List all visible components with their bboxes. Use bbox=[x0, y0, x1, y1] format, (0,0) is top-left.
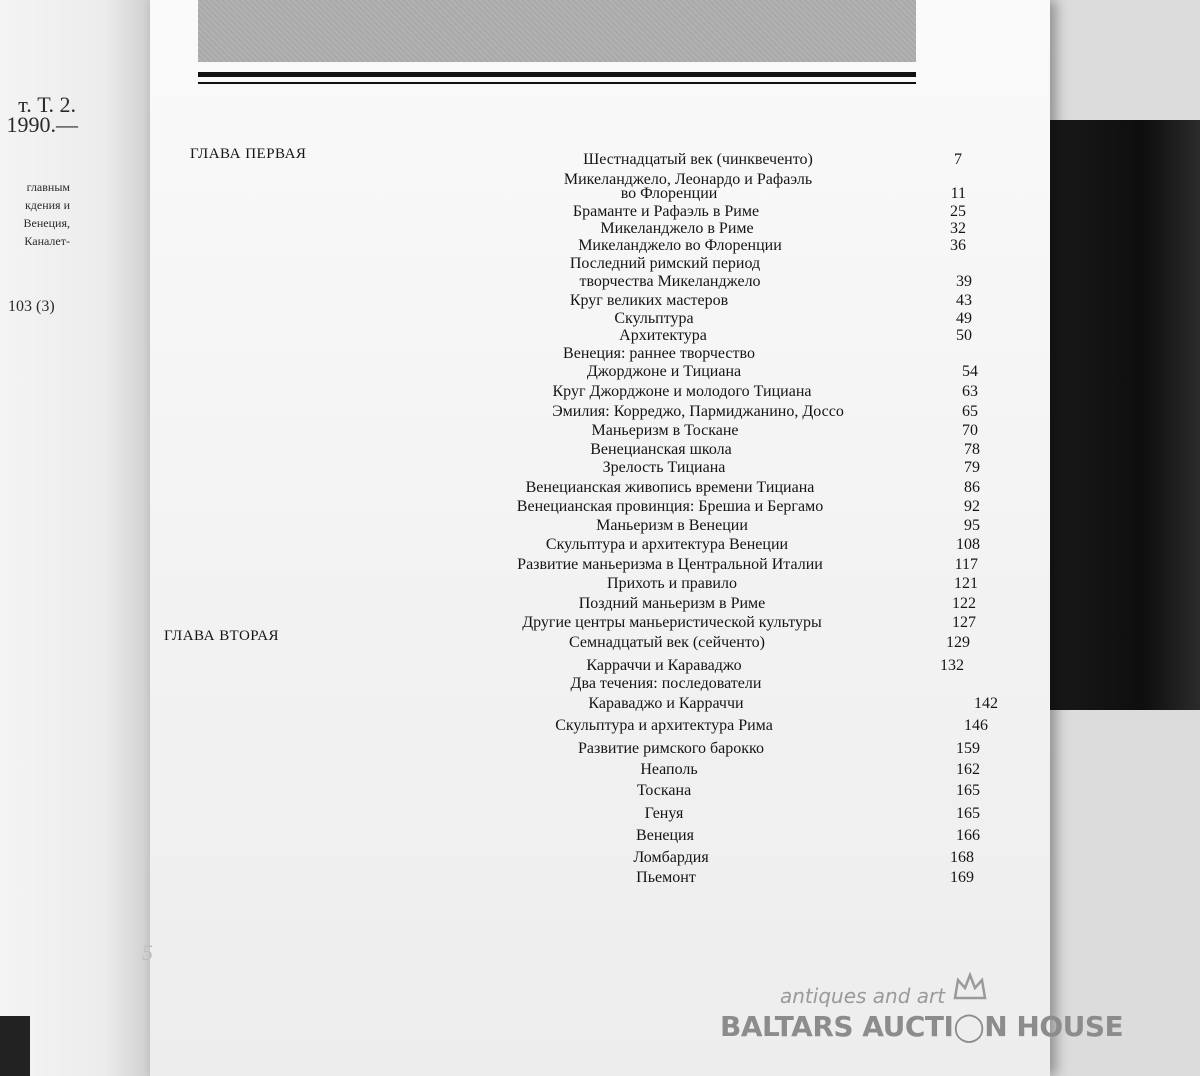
toc-entry-title: Браманте и Рафаэль в Риме bbox=[572, 203, 760, 220]
toc-entry-title: Неаполь bbox=[640, 761, 698, 778]
toc-entry-page: 166 bbox=[956, 827, 980, 844]
chapter-label-second: ГЛАВА ВТОРАЯ bbox=[164, 628, 280, 644]
toc-entry bbox=[150, 674, 1050, 694]
toc-entry-page: 79 bbox=[964, 459, 980, 476]
toc-entry-page: 7 bbox=[954, 151, 962, 168]
toc-entry-page: 50 bbox=[956, 327, 972, 344]
toc-entry-page: 159 bbox=[956, 740, 980, 757]
toc-entry-title: Зрелость Тициана bbox=[602, 459, 726, 476]
toc-entry bbox=[150, 478, 1050, 498]
toc-entry-title: Архитектура bbox=[619, 327, 707, 344]
watermark bbox=[720, 984, 1124, 1044]
toc-entry-page: 142 bbox=[974, 695, 998, 712]
toc-entry bbox=[150, 150, 1050, 170]
toc-entry bbox=[150, 760, 1050, 780]
toc-entry bbox=[150, 497, 1050, 517]
toc-entry-title: Микеланджело, Леонардо и Рафаэль bbox=[563, 171, 813, 188]
left-page-snippet: кдения и bbox=[24, 198, 70, 212]
toc-entry-title: Круг великих мастеров bbox=[569, 292, 729, 309]
toc-entry-page: 169 bbox=[950, 869, 974, 886]
toc-entry bbox=[150, 633, 1050, 653]
toc-entry-title: Другие центры маньеристической культуры bbox=[522, 614, 822, 631]
toc-entry-page: 78 bbox=[964, 441, 980, 458]
toc-entry-title: Венеция bbox=[636, 827, 694, 844]
crown-icon bbox=[952, 972, 988, 1002]
toc-entry-page: 108 bbox=[956, 536, 980, 553]
toc-entry-title: во Флоренции bbox=[620, 185, 718, 202]
toc-entry-page: 70 bbox=[962, 422, 978, 439]
toc-entry-title: Круг Джорджоне и молодого Тициана bbox=[552, 383, 812, 400]
toc-entry bbox=[150, 402, 1050, 422]
left-page-snippet: главным bbox=[26, 180, 70, 194]
toc-entry bbox=[150, 804, 1050, 824]
toc-entry-page: 54 bbox=[962, 363, 978, 380]
toc-entry-page: 11 bbox=[950, 185, 966, 202]
watermark-name: BALTARS AUCTI◯N HOUSE bbox=[720, 1010, 1124, 1043]
toc-page bbox=[142, 0, 1050, 1076]
toc-entry bbox=[150, 848, 1050, 868]
toc-entry-page: 117 bbox=[954, 556, 978, 573]
chapter-label-first: ГЛАВА ПЕРВАЯ bbox=[190, 146, 307, 162]
toc-entry-title: Два течения: последователи bbox=[570, 675, 762, 692]
toc-entry bbox=[150, 516, 1050, 536]
toc-entry-page: 165 bbox=[956, 782, 980, 799]
page-number: 5 bbox=[142, 940, 153, 965]
toc-entry bbox=[150, 716, 1050, 736]
toc-entry-title: Пьемонт bbox=[636, 869, 696, 886]
toc-entry-page: 39 bbox=[956, 273, 972, 290]
toc-entry-page: 86 bbox=[964, 479, 980, 496]
toc-entry bbox=[150, 362, 1050, 382]
toc-entry bbox=[150, 739, 1050, 759]
toc-entry-page: 122 bbox=[952, 595, 976, 612]
toc-entry-page: 129 bbox=[946, 634, 970, 651]
toc-entry bbox=[150, 613, 1050, 633]
toc-entry-page: 127 bbox=[952, 614, 976, 631]
toc-entry-page: 146 bbox=[964, 717, 988, 734]
toc-entry bbox=[150, 656, 1050, 676]
toc-entry-title: Венецианская провинция: Брешиа и Бергамо bbox=[516, 498, 824, 515]
toc-entry-page: 121 bbox=[954, 575, 978, 592]
toc-entry-title: Развитие римского барокко bbox=[578, 740, 764, 757]
toc-entry bbox=[150, 236, 1050, 256]
toc-entry bbox=[150, 826, 1050, 846]
left-page-number: 103 (3) bbox=[8, 298, 55, 315]
toc-entry-title: Последний римский период bbox=[569, 255, 761, 272]
left-page-line-2: 1990.— bbox=[6, 112, 78, 137]
toc-entry-title: творчества Микеланджело bbox=[579, 273, 761, 290]
left-page-snippet: Венеция, bbox=[23, 216, 70, 230]
toc-entry-title: Прихоть и правило bbox=[607, 575, 737, 592]
toc-entry-title: Шестнадцатый век (чинквеченто) bbox=[583, 151, 813, 168]
table-corner bbox=[0, 1016, 30, 1076]
toc-entry-title: Тоскана bbox=[636, 782, 692, 799]
toc-entry-page: 168 bbox=[950, 849, 974, 866]
toc-entry-page: 49 bbox=[956, 310, 972, 327]
toc-entry-title: Ломбардия bbox=[633, 849, 709, 866]
toc-entry-title: Семнадцатый век (сейченто) bbox=[569, 634, 765, 651]
toc-entry-title: Эмилия: Корреджо, Пармиджанино, Доссо bbox=[552, 403, 844, 420]
toc-entry-page: 25 bbox=[950, 203, 966, 220]
toc-entry bbox=[150, 184, 1050, 204]
toc-entry-page: 162 bbox=[956, 761, 980, 778]
toc-entry bbox=[150, 326, 1050, 346]
toc-entry bbox=[150, 694, 1050, 714]
toc-entry bbox=[150, 382, 1050, 402]
toc-entry-page: 32 bbox=[950, 220, 966, 237]
watermark-tagline: antiques and art bbox=[780, 984, 946, 1008]
toc-entry-title: Скульптура и архитектура Венеции bbox=[545, 536, 789, 553]
toc-entry bbox=[150, 781, 1050, 801]
toc-entry-title: Генуя bbox=[644, 805, 684, 822]
toc-entry bbox=[150, 535, 1050, 555]
toc-entry-title: Микеланджело во Флоренции bbox=[578, 237, 782, 254]
toc-entry bbox=[150, 440, 1050, 460]
toc-entry-title: Венецианская живопись времени Тициана bbox=[525, 479, 815, 496]
left-page-snippet: Каналет- bbox=[24, 234, 70, 248]
toc-entry-page: 165 bbox=[956, 805, 980, 822]
toc-entry-title: Венецианская школа bbox=[590, 441, 732, 458]
toc-entry-title: Карраччи и Караваджо bbox=[586, 657, 742, 674]
toc-entry-page: 43 bbox=[956, 292, 972, 309]
left-page bbox=[0, 0, 150, 1076]
toc-entry-title: Джорджоне и Тициана bbox=[586, 363, 742, 380]
toc-entry-title: Скульптура bbox=[614, 310, 694, 327]
toc-entry bbox=[150, 574, 1050, 594]
toc-entry-title: Поздний маньеризм в Риме bbox=[578, 595, 766, 612]
toc-entry-page: 95 bbox=[964, 517, 980, 534]
toc-entry-title: Караваджо и Карраччи bbox=[588, 695, 744, 712]
toc-entry bbox=[150, 272, 1050, 292]
toc-entry-page: 132 bbox=[940, 657, 964, 674]
toc-entry-title: Венеция: раннее творчество bbox=[563, 345, 755, 362]
left-page-line-1: т. Т. 2. bbox=[18, 92, 76, 117]
toc-entry bbox=[150, 254, 1050, 274]
toc-entry-page: 65 bbox=[962, 403, 978, 420]
toc-entry bbox=[150, 868, 1050, 888]
toc-entry bbox=[150, 291, 1050, 311]
toc-entry bbox=[150, 458, 1050, 478]
toc-entry-title: Маньеризм в Венеции bbox=[596, 517, 748, 534]
toc-entry-title: Маньеризм в Тоскане bbox=[591, 422, 739, 439]
toc-entry-page: 92 bbox=[964, 498, 980, 515]
toc-entry bbox=[150, 594, 1050, 614]
toc-entry bbox=[150, 344, 1050, 364]
toc-entry bbox=[150, 421, 1050, 441]
toc-entry bbox=[150, 555, 1050, 575]
table-of-contents bbox=[150, 0, 1050, 900]
toc-entry-page: 36 bbox=[950, 237, 966, 254]
toc-entry-title: Развитие маньеризма в Центральной Италии bbox=[517, 556, 823, 573]
toc-entry-page: 63 bbox=[962, 383, 978, 400]
toc-entry-title: Микеланджело в Риме bbox=[600, 220, 754, 237]
toc-entry-title: Скульптура и архитектура Рима bbox=[555, 717, 773, 734]
